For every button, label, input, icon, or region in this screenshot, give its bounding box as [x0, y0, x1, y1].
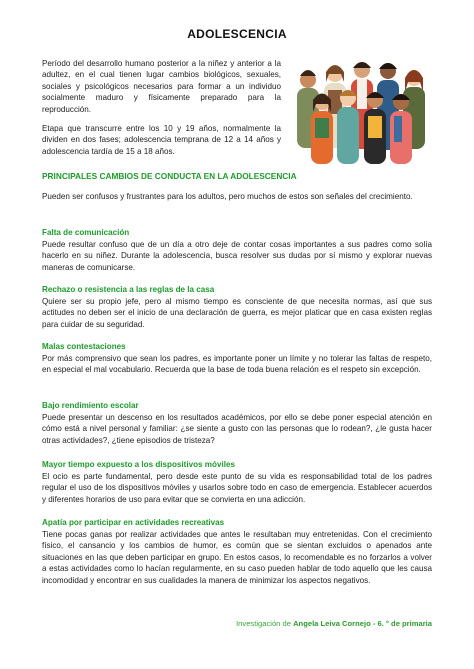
teen-figure [311, 94, 333, 165]
topic-text-recreation: Tiene pocas ganas por realizar actividades que antes le resultaban muy entretenidas. Con el crecimiento físico, el cansancio y los cambios de humor, es común que se sientan excluidos o apenados ante situaciones en las que deben participar en grupo. En estos casos, lo recomendable es no forzarlos a volver a estas actividades como lo hacían regularmente, en su caso pueden hablar de todo aquello que les causa incomodidad y encontrar en sus cualidades la manera de minimizar los aspectos negativos. [42, 530, 432, 585]
topic-text-rules: Quiere ser su propio jefe, pero al mismo tiempo es consciente de que necesita normas, así que sus actitudes no deben ser el inicio de una declaración de guerra, es mejor platicar que en casa existen reglas para cuidar de su seguridad. [42, 297, 432, 329]
page-title: ADOLESCENCIA [187, 27, 287, 41]
intro-paragraph-2: Etapa que transcurre entre los 10 y 19 años, normalmente la dividen en dos fases; adolescencia temprana de 12 a 14 años y adolescencia tardía de 15 a 18 años. [42, 124, 281, 156]
topic-text-devices: El ocio es parte fundamental, pero desde este punto de su vida es responsabilidad total de los padres regular el uso de los dispositivos móviles y usarlos sobre todo en caso de emergencia. Establecer acuerdos y diferentes horarios de uso para evitar que se convierta en una adicción. [42, 472, 432, 504]
topic-text-bad-answers: Por más comprensivo que sean los padres, es importante poner un límite y no tolerar las faltas de respeto, en especial el mal vocabulario. Recuerda que la base de toda buena relación es el respeto sin excepción. [42, 354, 432, 375]
topic-heading-school: Bajo rendimiento escolar [42, 401, 139, 410]
footer-author: Angela Leiva Cornejo - 6. ° de primaria [293, 619, 432, 628]
topic-heading-recreation: Apatía por participar en actividades recreativas [42, 518, 225, 527]
footer-prefix: Investigación de [236, 619, 291, 628]
intro-paragraph-1: Período del desarrollo humano posterior a la niñez y anterior a la adultez, en el cual tienen lugar cambios biológicos, sexuales, sociales y psicológicos necesarios para formar a un individuo socialmente maduro y físicamente preparado para la reproducción. [42, 59, 281, 114]
topic-heading-bad-answers: Malas contestaciones [42, 342, 126, 351]
section-intro: Pueden ser confusos y frustrantes para los adultos, pero muchos de estos son señales del crecimiento. [42, 192, 413, 201]
topic-text-communication: Puede resultar confuso que de un día a otro deje de contar cosas importantes a sus padres como solía hacerlo en su niñez. Durante la adolescencia, busca resolver sus dudas por sí mismo y explorar nuevas maneras de comunicarse. [42, 240, 432, 272]
topic-heading-communication: Falta de comunicación [42, 228, 130, 237]
topic-text-school: Puede presentar un descenso en los resultados académicos, por ello se debe poner especial atención en cómo está a nivel personal y familiar: ¿se siente a gusto con las personas que lo rodean?, ¿le gusta hacer otras actividades?, ¿tiene episodios de tristeza? [42, 413, 432, 445]
topic-heading-devices: Mayor tiempo expuesto a los dispositivos móviles [42, 460, 235, 469]
footer-credit [236, 619, 432, 628]
section-heading: PRINCIPALES CAMBIOS DE CONDUCTA EN LA ADOLESCENCIA [42, 171, 297, 181]
group-of-teenagers-illustration [288, 58, 436, 164]
topic-heading-rules: Rechazo o resistencia a las reglas de la casa [42, 285, 215, 294]
